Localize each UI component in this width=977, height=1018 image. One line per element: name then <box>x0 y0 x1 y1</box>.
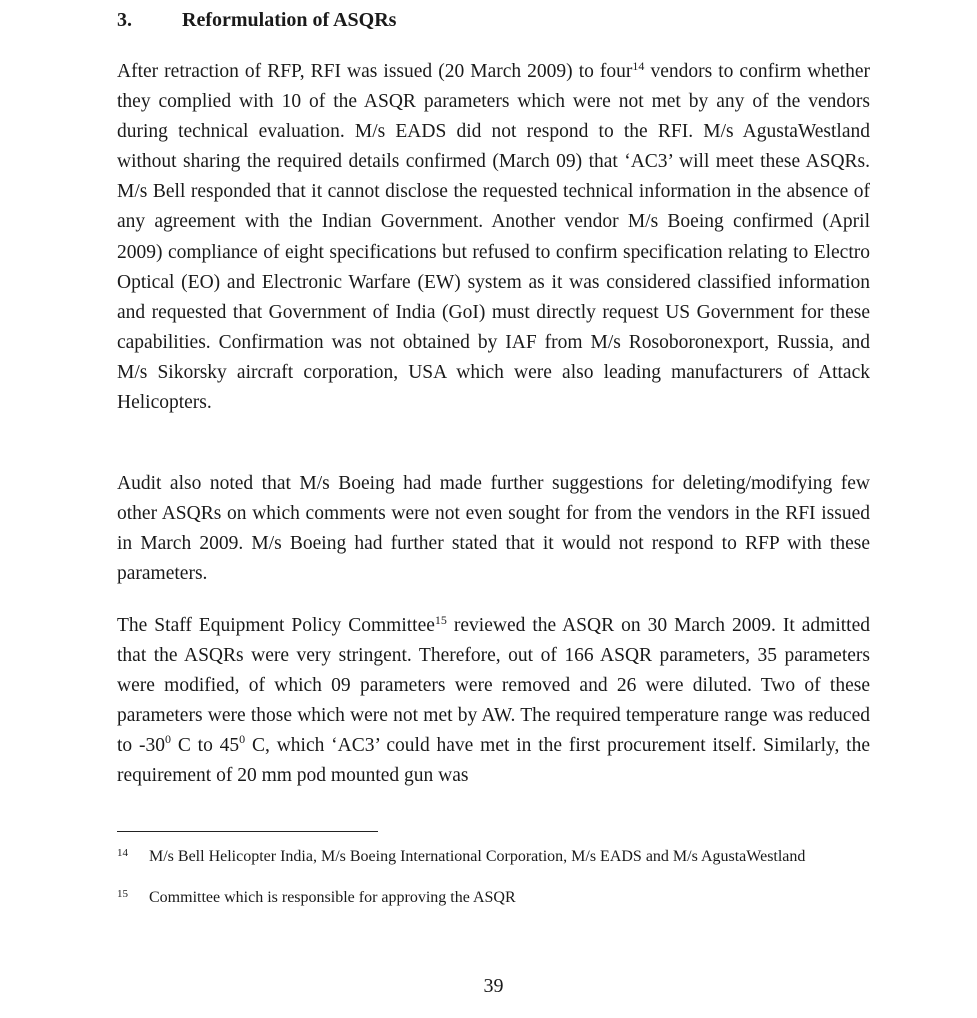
paragraph-sepc-review <box>117 611 870 792</box>
paragraph-text: Audit also noted that M/s Boeing had made further suggestions for deleting/modifying few other ASQRs on which comments were not even sought for from the vendors in the RFI issued in March 2009. M/s Boeing had further stated that it would not respond to RFP with these parameters. <box>117 473 870 585</box>
paragraph-text: C to 45 <box>171 735 240 757</box>
document-page <box>117 0 870 1018</box>
footnote-separator <box>117 831 378 832</box>
footnote-mark: 14 <box>117 847 128 859</box>
footnote-text: Committee which is responsible for approving the ASQR <box>149 889 516 906</box>
section-title: Reformulation of ASQRs <box>182 9 397 31</box>
paragraph-text: C, which ‘AC3’ could have met in the first procurement itself. Similarly, the requirement of 20 mm pod mounted gun was <box>117 735 870 787</box>
footnote-ref-14: 14 <box>632 59 645 73</box>
paragraph-text: After retraction of RFP, RFI was issued (20 March 2009) to four <box>117 61 633 82</box>
paragraph-text: The Staff Equipment Policy Committee <box>117 615 435 636</box>
footnote-15 <box>117 887 870 908</box>
footnote-ref-15: 15 <box>434 613 447 627</box>
paragraph-audit-note <box>117 469 870 589</box>
paragraph-text: vendors to confirm whether they complied with 10 of the ASQR parameters which were not met by any of the vendors during technical evaluation. M/s EADS did not respond to the RFI. M/s AgustaWestland without sharing the required details confirmed (March 09) that ‘AC3’ will meet these ASQRs. M/s Bell responded that it cannot disclose the requested technical information in the absence of any agreement with the Indian Government. Another vendor M/s Boeing confirmed (April 2009) compliance of eight specifications but refused to confirm specification relating to Electro Optical (EO) and Electronic Warfare (EW) system as it was considered classified information and requested that Government of India (GoI) must directly request US Government for these capabilities. Confirmation was not obtained by IAF from M/s Rosoboronexport, Russia, and M/s Sikorsky aircraft corporation, USA which were also leading manufacturers of Attack Helicopters. <box>117 61 871 414</box>
footnote-text: M/s Bell Helicopter India, M/s Boeing International Corporation, M/s EADS and M/s AgustaWestland <box>149 848 806 865</box>
section-heading <box>117 9 396 32</box>
paragraph-rfi-issuance <box>117 57 870 418</box>
degree-superscript: 0 <box>239 732 246 747</box>
degree-superscript: 0 <box>165 732 171 747</box>
footnote-mark: 15 <box>117 888 128 900</box>
page-number: 39 <box>483 975 504 997</box>
footnote-14 <box>117 846 870 867</box>
section-number: 3. <box>117 9 132 31</box>
paragraph-text: reviewed the ASQR on 30 March 2009. It admitted that the ASQRs were very stringent. Therefore, out of 166 ASQR parameters, 35 parameters were modified, of which 09 parameters were removed and 26 were diluted. Two of these parameters were those which were not met by AW. The required temperature range was reduced to -30 <box>117 615 870 757</box>
